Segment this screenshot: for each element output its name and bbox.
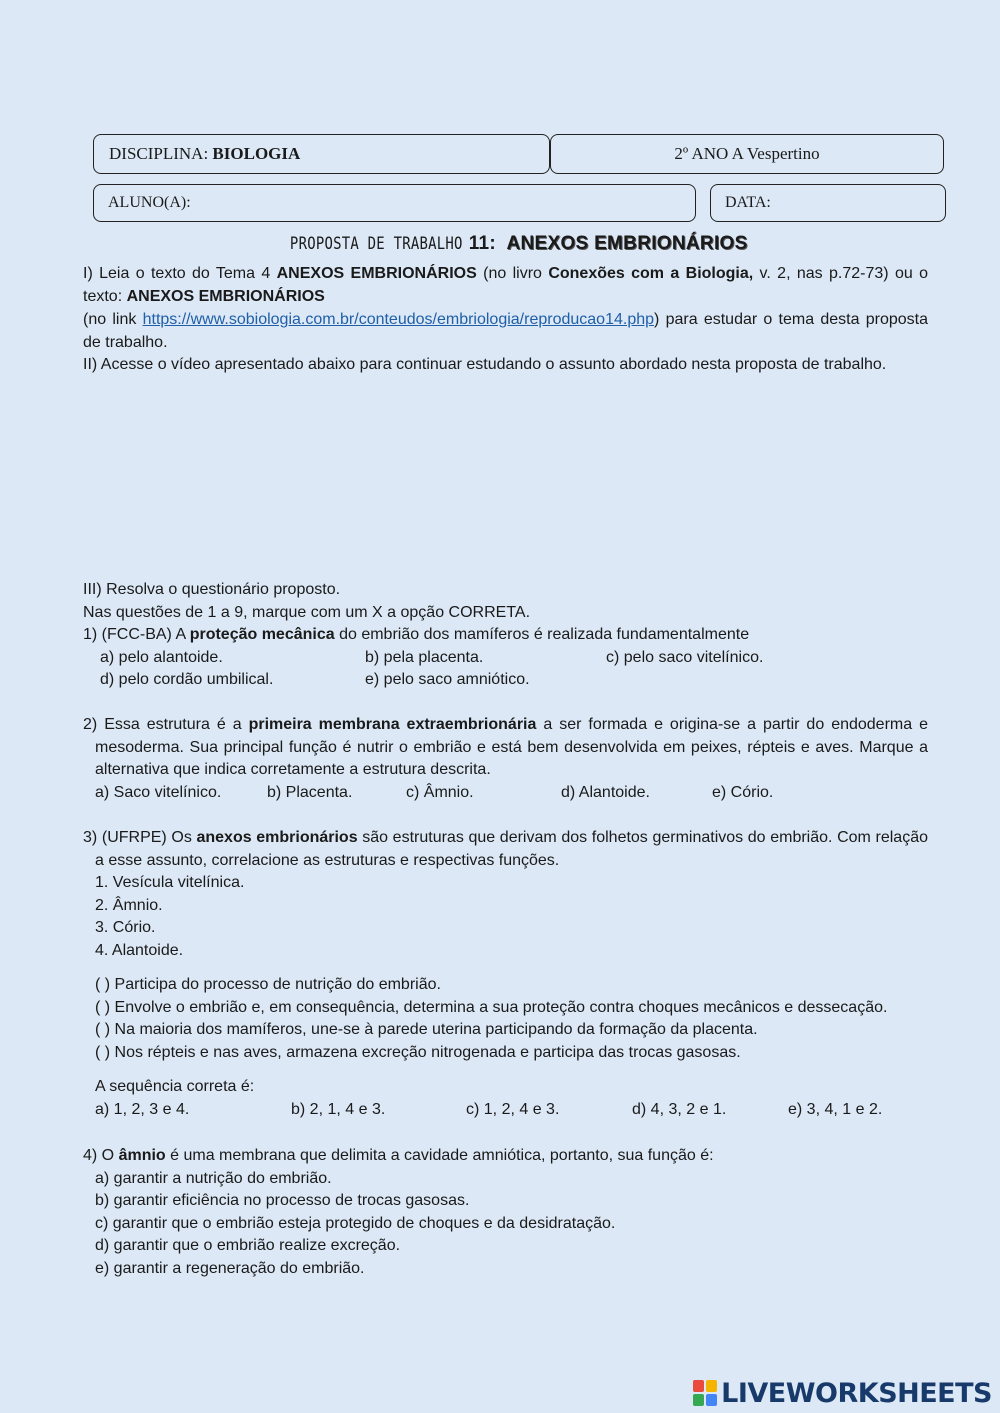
q3-structure-item: 4. Alantoide. xyxy=(95,941,184,959)
section-3 xyxy=(83,579,928,624)
liveworksheets-logo-icon xyxy=(693,1380,717,1406)
liveworksheets-logo xyxy=(693,1376,992,1410)
q3-structure-item: 2. Âmnio. xyxy=(95,896,163,914)
aluno-box[interactable] xyxy=(93,184,696,222)
intro-paragraph xyxy=(83,263,928,308)
q3-structure-item: 1. Vesícula vitelínica. xyxy=(95,874,245,891)
q2-bold: primeira membrana extraembrionária xyxy=(248,716,537,733)
q1-bold: proteção mecânica xyxy=(189,626,335,643)
q3-function-item[interactable]: ( ) Envolve o embrião e, em consequência, determina a sua proteção contra choques mecânicos e dessecação. xyxy=(95,998,888,1016)
q4-option-d[interactable]: d) garantir que o embrião realize excreção. xyxy=(95,1237,401,1254)
q1-option-a[interactable]: a) pelo alantoide. xyxy=(100,648,223,666)
q2-option-d[interactable]: d) Alantoide. xyxy=(561,784,650,801)
q3-structure-item: 3. Cório. xyxy=(95,919,156,936)
q4-text: é uma membrana que delimita a cavidade amniótica, portanto, sua função é: xyxy=(165,1147,714,1164)
intro-text: v. 2, nas p.72-73) ou o texto: xyxy=(83,265,929,305)
q3-function-item[interactable]: ( ) Nos répteis e nas aves, armazena excreção nitrogenada e participa das trocas gasosas. xyxy=(95,1043,741,1061)
q4-text: 4) O xyxy=(83,1147,119,1164)
disciplina-label: DISCIPLINA: xyxy=(109,144,209,163)
q3-option-b[interactable]: b) 2, 1, 4 e 3. xyxy=(291,1100,386,1118)
q2-text: a ser formada e origina-se a partir do endoderma e mesoderma. Sua principal função é nutrir o embrião e está bem desenvolvida em peixes, répteis e aves. Marque a alternativa que indica corretamente a estrutura descrita. xyxy=(95,716,928,778)
video-instruction: II) Acesse o vídeo apresentado abaixo para continuar estudando o assunto abordado nesta proposta de trabalho. xyxy=(83,356,887,373)
q3-sequence-label: A sequência correta é: xyxy=(95,1078,255,1095)
title-prefix: PROPOSTA DE TRABALHO xyxy=(290,234,464,254)
title-number: 11: xyxy=(468,233,497,254)
data-label: DATA: xyxy=(725,194,771,211)
q3-option-a[interactable]: a) 1, 2, 3 e 4. xyxy=(95,1100,190,1118)
q4-option-b[interactable]: b) garantir eficiência no processo de trocas gasosas. xyxy=(95,1192,470,1209)
q1-option-d[interactable]: d) pelo cordão umbilical. xyxy=(100,671,274,688)
q2-option-b[interactable]: b) Placenta. xyxy=(267,784,353,801)
q3-bold: anexos embrionários xyxy=(196,829,358,846)
q3-function-item[interactable]: ( ) Na maioria dos mamíferos, une-se à parede uterina participando da formação da placenta. xyxy=(95,1021,758,1038)
section-3-instruction: Nas questões de 1 a 9, marque com um X a opção CORRETA. xyxy=(83,603,531,621)
question-1 xyxy=(83,624,928,692)
question-2 xyxy=(83,714,928,782)
q2-text: 2) Essa estrutura é a xyxy=(83,716,249,733)
ano-text: 2º ANO A Vespertino xyxy=(674,144,820,163)
disciplina-value: BIOLOGIA xyxy=(212,144,301,163)
liveworksheets-logo-text: LIVEWORKSHEETS xyxy=(721,1377,992,1409)
page-title xyxy=(0,233,1000,255)
q4-option-a[interactable]: a) garantir a nutrição do embrião. xyxy=(95,1169,332,1187)
intro-text: (no link xyxy=(83,311,143,328)
aluno-label: ALUNO(A): xyxy=(108,194,191,211)
intro-bold: ANEXOS EMBRIONÁRIOS xyxy=(126,287,325,305)
q1-text: 1) (FCC-BA) A xyxy=(83,626,190,643)
q3-functions xyxy=(83,974,940,1064)
intro-bold: ANEXOS EMBRIONÁRIOS xyxy=(276,265,477,282)
q1-text: do embrião dos mamíferos é realizada fundamentalmente xyxy=(334,626,750,643)
q3-function-item[interactable]: ( ) Participa do processo de nutrição do embrião. xyxy=(95,976,441,993)
book-title: Conexões com a Biologia, xyxy=(548,265,754,282)
q1-option-c[interactable]: c) pelo saco vitelínico. xyxy=(606,648,764,666)
q3-structures xyxy=(83,872,940,962)
q3-text: são estruturas que derivam dos folhetos germinativos do embrião. Com relação a esse assunto, correlacione as estruturas e respectivas funções. xyxy=(95,829,928,869)
q4-option-c[interactable]: c) garantir que o embrião esteja protegido de choques e da desidratação. xyxy=(95,1214,616,1232)
q3-answer xyxy=(83,1076,928,1121)
intro-text: I) Leia o texto do Tema 4 xyxy=(83,265,277,282)
q3-option-d[interactable]: d) 4, 3, 2 e 1. xyxy=(632,1100,727,1118)
q3-option-c[interactable]: c) 1, 2, 4 e 3. xyxy=(466,1100,560,1118)
disciplina-field xyxy=(109,144,300,164)
q4-bold: âmnio xyxy=(118,1147,166,1164)
sobiologia-link[interactable]: https://www.sobiologia.com.br/conteudos/embriologia/reproducao14.php xyxy=(142,311,655,328)
q2-option-e[interactable]: e) Cório. xyxy=(712,784,774,801)
intro-text: (no livro xyxy=(476,265,549,282)
intro-text: ) para estudar o tema desta proposta de trabalho. xyxy=(83,311,928,351)
section-3-heading: III) Resolva o questionário proposto. xyxy=(83,581,341,598)
q1-option-b[interactable]: b) pela placenta. xyxy=(365,648,484,666)
q2-options xyxy=(83,782,928,805)
q1-option-e[interactable]: e) pelo saco amniótico. xyxy=(365,671,530,688)
q2-option-a[interactable]: a) Saco vitelínico. xyxy=(95,784,222,801)
ano-box xyxy=(550,134,944,174)
data-box[interactable] xyxy=(710,184,946,222)
q4-option-e[interactable]: e) garantir a regeneração do embrião. xyxy=(95,1259,365,1277)
q2-option-c[interactable]: c) Âmnio. xyxy=(406,784,474,801)
disciplina-box xyxy=(93,134,550,174)
title-subject: ANEXOS EMBRIONÁRIOS xyxy=(506,233,748,254)
q3-option-e[interactable]: e) 3, 4, 1 e 2. xyxy=(788,1100,883,1118)
q3-text: 3) (UFRPE) Os xyxy=(83,829,197,846)
question-4 xyxy=(83,1145,928,1280)
question-3 xyxy=(83,827,928,872)
link-paragraph xyxy=(83,309,928,354)
